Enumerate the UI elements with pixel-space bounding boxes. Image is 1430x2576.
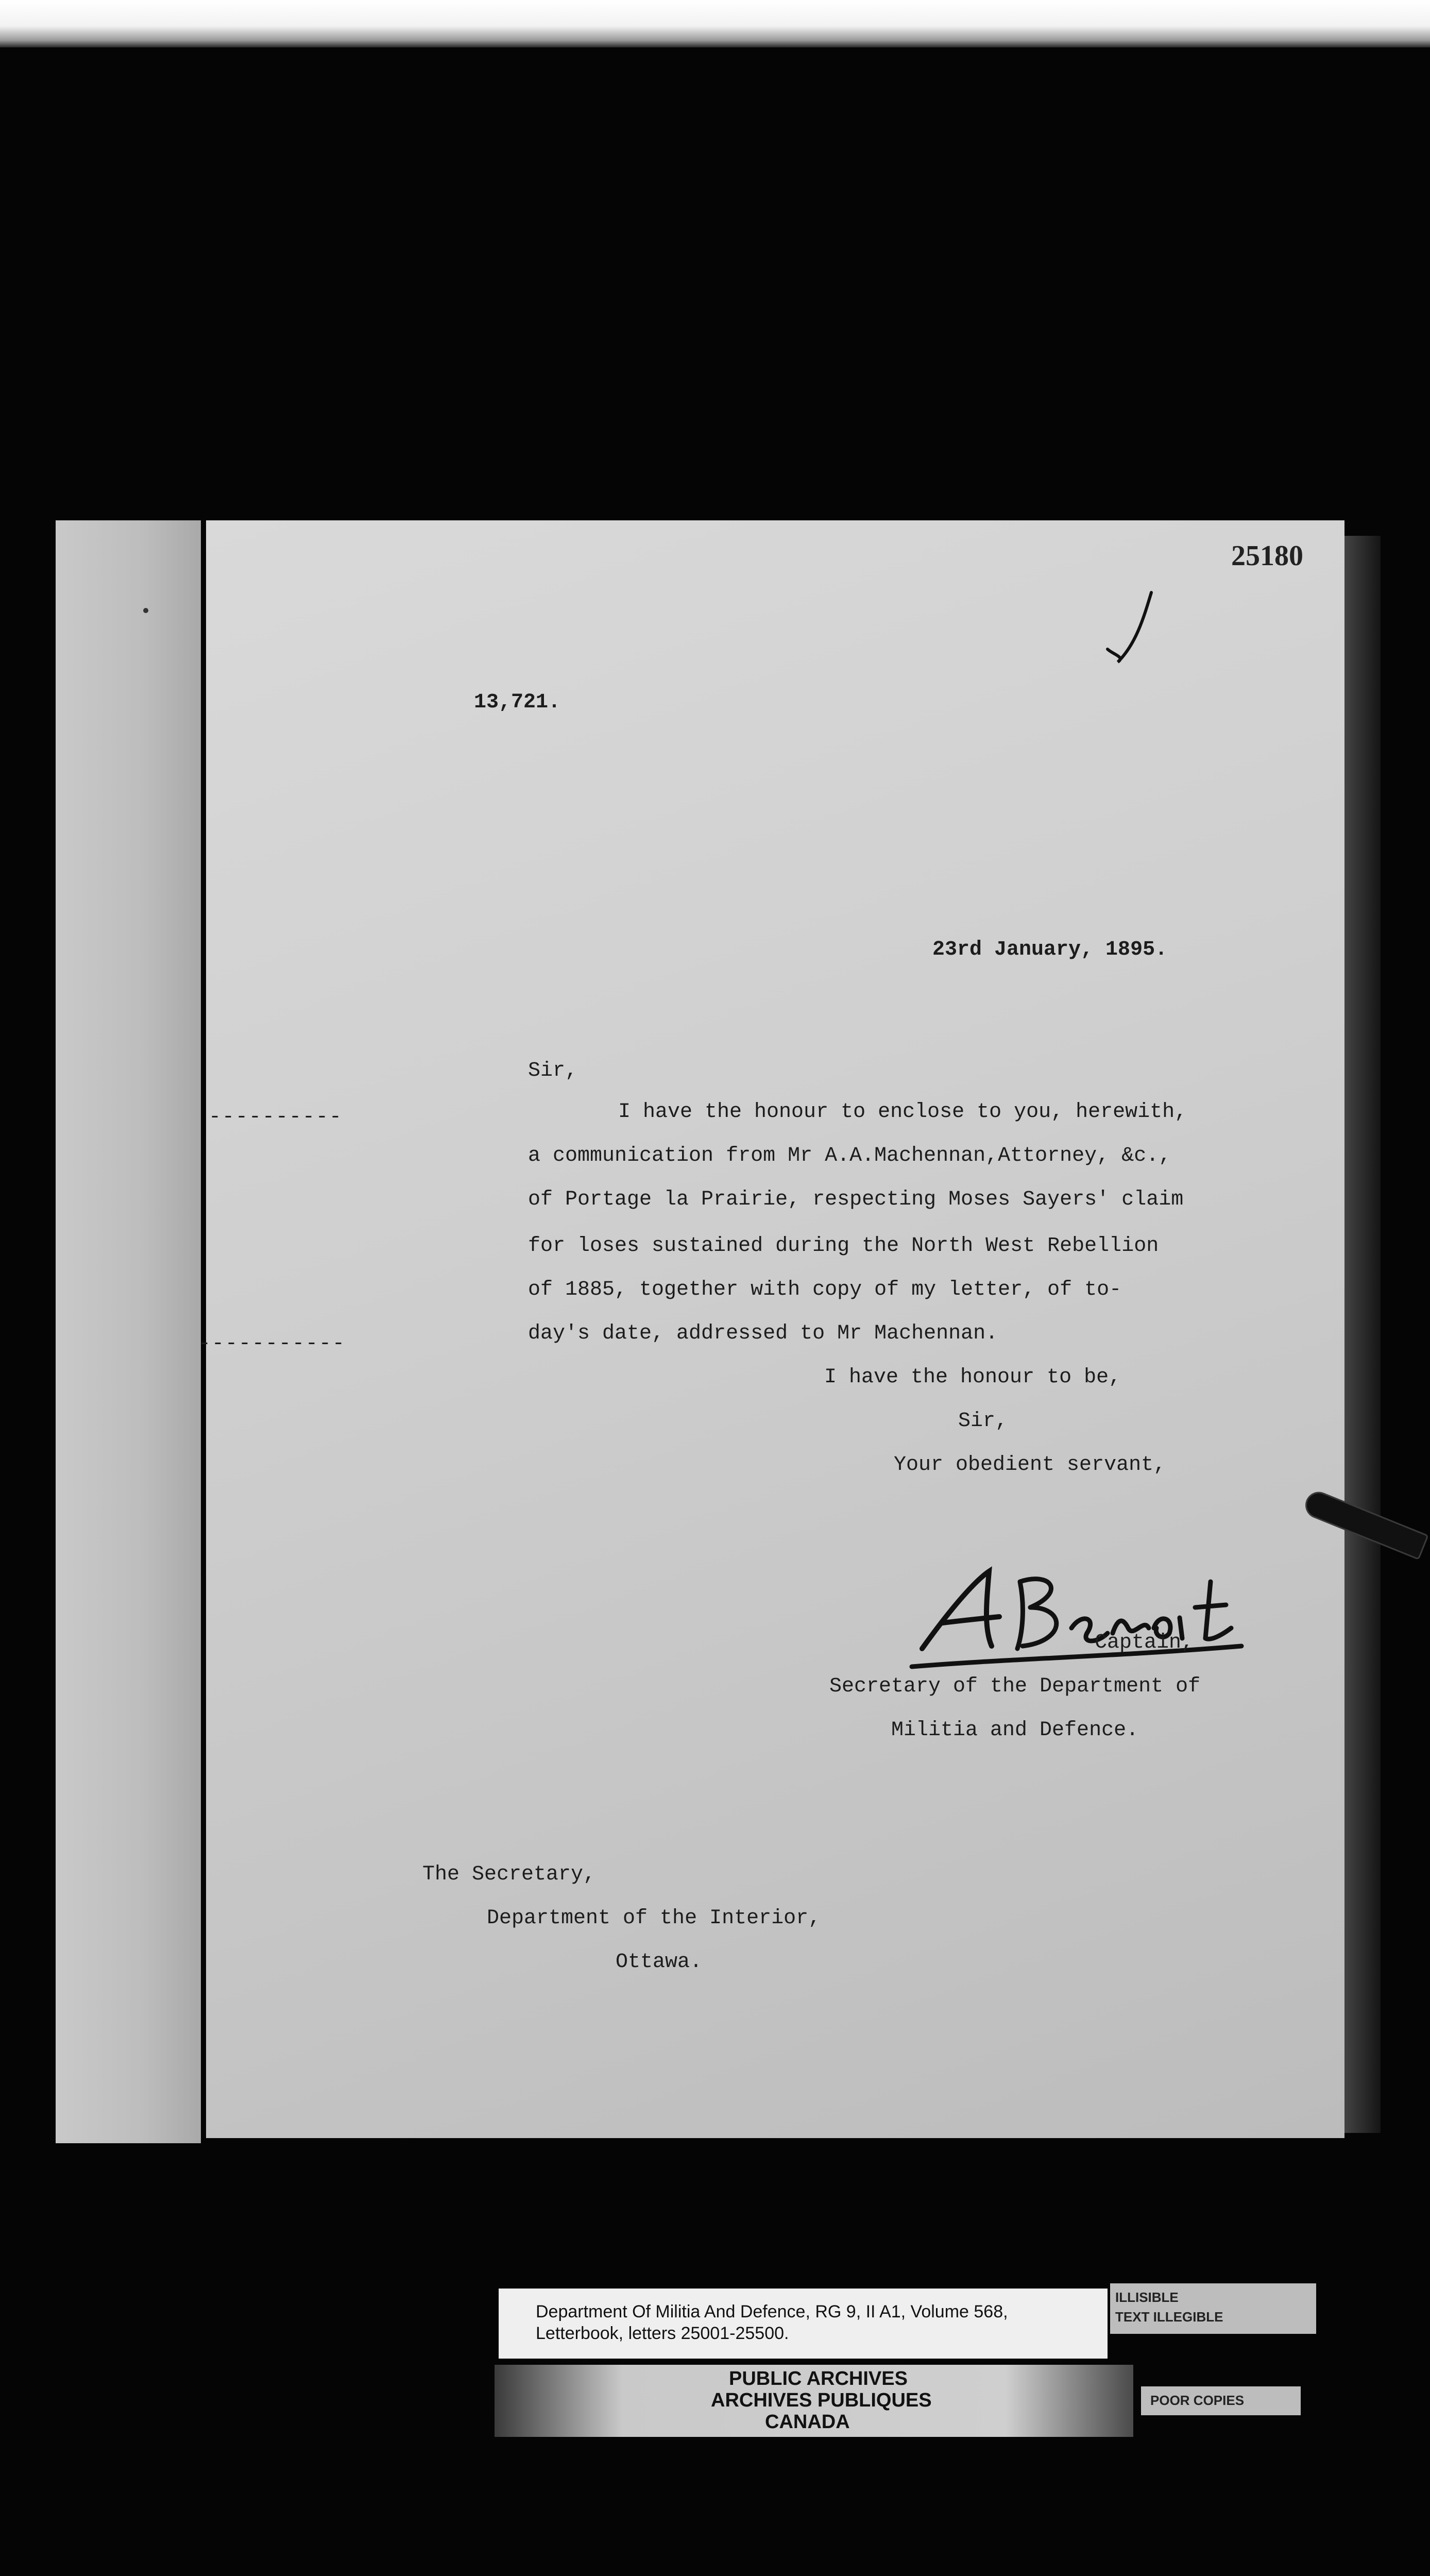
addressee-line: Ottawa. [616,1951,703,1974]
caption-line: Department Of Militia And Defence, RG 9, II A1, Volume 568, [536,2302,1008,2321]
archive-caption [499,2289,1108,2359]
addressee-line: The Secretary, [422,1863,596,1886]
reference-number: 13,721. [474,691,561,714]
folio-number: 25180 [1231,540,1303,572]
closing-line: Sir, [958,1410,1008,1433]
body-line: I have the honour to enclose to you, herewith, [618,1100,1187,1124]
margin-dash: ---------- [209,1106,343,1129]
addressee-line: Department of the Interior, [487,1907,821,1930]
letter-page [198,520,1344,2138]
salutation: Sir, [528,1059,578,1082]
poor-copies-stamp [1141,2386,1301,2415]
stamp-line: POOR COPIES [1150,2393,1245,2408]
signer-title: Captain, [1095,1631,1194,1654]
body-line: a communication from Mr A.A.Machennan,Attorney, &c., [528,1144,1171,1167]
closing-line: Your obedient servant, [894,1453,1166,1477]
letter-date: 23rd January, 1895. [932,938,1168,961]
page-speck [143,608,148,613]
body-line: of 1885, together with copy of my letter, of to- [528,1278,1122,1301]
stamp-line: TEXT ILLEGIBLE [1115,2309,1223,2325]
margin-dash: ----------- [198,1332,346,1355]
stamp-line: CANADA [765,2411,850,2433]
stamp-line: ARCHIVES PUBLIQUES [711,2389,932,2411]
handwritten-signature [901,1551,1252,1674]
microfilm-top-band [0,0,1430,47]
signer-title: Secretary of the Department of [829,1675,1201,1698]
stamp-line: PUBLIC ARCHIVES [729,2368,908,2389]
caption-line: Letterbook, letters 25001-25500. [536,2324,789,2343]
body-line: day's date, addressed to Mr Machennan. [528,1322,998,1345]
illegible-stamp [1110,2283,1316,2334]
body-line: of Portage la Prairie, respecting Moses Sayers' claim [528,1188,1184,1211]
sheet-edge-shadow [1339,536,1381,2133]
public-archives-stamp [495,2365,1133,2437]
stamp-line: ILLISIBLE [1115,2290,1179,2305]
adjacent-page-edge [56,520,201,2143]
check-mark-icon [1102,587,1164,670]
closing-line: I have the honour to be, [824,1366,1121,1389]
body-line: for loses sustained during the North West Rebellion [528,1234,1159,1258]
signer-title: Militia and Defence. [891,1719,1139,1742]
